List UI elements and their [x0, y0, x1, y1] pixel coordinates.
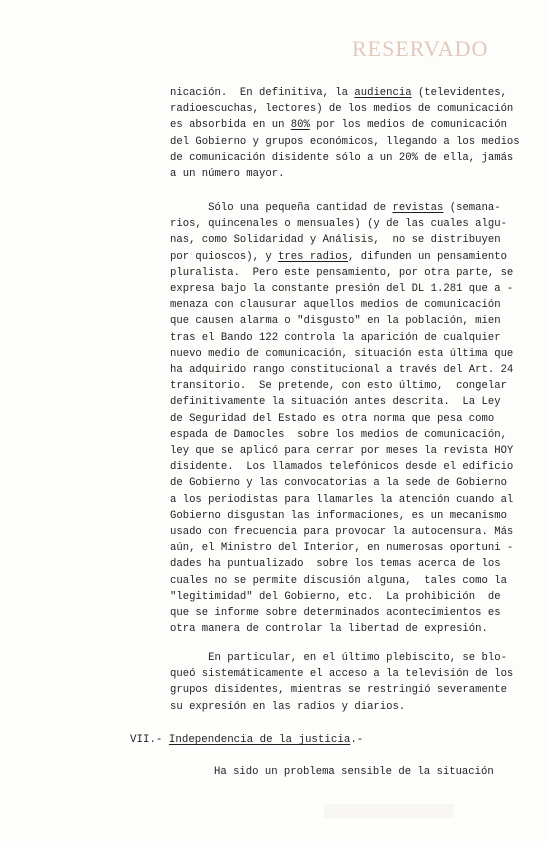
text-run: ha adquirido rango constitucional a través del Art. 24: [170, 364, 514, 377]
text-line: [170, 475, 506, 491]
closing-line: Ha sido un problema sensible de la situación: [214, 766, 494, 778]
text-run: dades ha puntualizado sobre los temas acerca de los: [170, 558, 501, 571]
section-title: Independencia de la justicia: [168, 734, 351, 746]
section-number: VII.-: [130, 734, 169, 746]
text-line: [170, 249, 506, 265]
text-line: [170, 666, 514, 682]
section-suffix: .-: [350, 734, 364, 746]
text-run: Gobierno disgustan las informaciones, es un mecanismo: [170, 509, 507, 522]
text-line: [170, 556, 506, 572]
text-run: nicación. En definitiva, la: [170, 87, 355, 99]
text-line: [170, 166, 506, 182]
text-run: disidente. Los llamados telefónicos desde el edificio: [170, 461, 514, 474]
text-line: [170, 524, 514, 540]
text-line: [170, 508, 506, 524]
text-run: radioescuchas, lectores) de los medios de comunicación: [170, 103, 514, 116]
paragraph-1: [170, 85, 520, 182]
text-run: cuales no se permite discusión alguna, tales como la: [170, 574, 507, 587]
text-line: [170, 699, 506, 715]
text-line: [170, 589, 506, 605]
text-line: [170, 265, 514, 281]
text-line: [170, 150, 514, 166]
text-line: [170, 492, 514, 508]
text-line: [170, 117, 506, 133]
text-run: ley que se aplicó para cerrar por meses la revista HOY: [170, 445, 514, 458]
text-run: espada de Damocles sobre los medios de comunicación,: [170, 428, 507, 441]
text-line: [170, 346, 514, 362]
text-line: [170, 216, 506, 232]
text-run: de comunicación disidente sólo a un 20% de ella, jamás: [170, 151, 514, 164]
text-run: del Gobierno y grupos económicos, llegando a los medios: [170, 135, 520, 148]
text-run: Sólo una pequeña cantidad de: [170, 202, 393, 214]
text-line: [170, 362, 514, 378]
text-run: pluralista. Pero este pensamiento, por otra parte, se: [170, 266, 514, 279]
text-line: [170, 411, 506, 427]
text-run: (semana-: [443, 202, 501, 214]
underlined-text: 80%: [290, 119, 310, 132]
text-run: su expresión en las radios y diarios.: [170, 700, 406, 713]
text-run: de Gobierno y las convocatorias a la sede de Gobierno: [170, 477, 507, 490]
text-run: es absorbida en un: [170, 119, 291, 132]
text-run: de Seguridad del Estado es otra norma que pesa como: [170, 412, 495, 425]
text-line: [170, 101, 514, 117]
text-line: [170, 459, 514, 475]
text-run: aún, el Ministro del Interior, en numerosas oportuni -: [170, 542, 514, 555]
text-line: [170, 682, 506, 698]
text-run: que causen alarma o "disgusto" en la población, mien: [170, 315, 501, 328]
text-run: a un número mayor.: [170, 168, 285, 181]
text-line: [170, 378, 506, 394]
text-run: En particular, en el último plebiscito, se blo-: [170, 652, 507, 664]
faded-stamp-mark: [324, 804, 454, 818]
text-run: definitivamente la situación antes descrita. La Ley: [170, 396, 501, 409]
text-line: [170, 313, 506, 329]
text-line: [170, 85, 506, 101]
text-run: grupos disidentes, mientras se restringió severamente: [170, 684, 507, 697]
text-line: [170, 443, 514, 459]
text-line: [170, 427, 506, 443]
text-line: [170, 394, 506, 410]
paragraph-2: [170, 200, 514, 637]
text-run: por quioscos), y: [170, 250, 279, 263]
text-run: queó sistemáticamente el acceso a la televisión de los: [170, 668, 514, 681]
text-line: [170, 281, 514, 297]
paragraph-3: [170, 650, 514, 715]
text-run: expresa bajo la constante presión del DL 1.281 que a -: [170, 283, 514, 296]
text-run: transitorio. Se pretende, con esto último, congelar: [170, 380, 507, 393]
text-line: [170, 573, 506, 589]
text-run: "legitimidad" del Gobierno, etc. La prohibición de: [170, 590, 501, 603]
text-run: usado con frecuencia para provocar la autocensura. Más: [170, 526, 514, 539]
text-line: [170, 200, 506, 216]
text-line: [170, 232, 506, 248]
text-run: nas, como Solidaridad y Análisis, no se distribuyen: [170, 234, 501, 247]
text-run: menaza con clausurar aquellos medios de comunicación: [170, 299, 501, 312]
underlined-text: audiencia: [354, 87, 412, 99]
text-run: por los medios de comunicación: [309, 119, 507, 132]
text-run: , difunden un pensamiento: [348, 250, 507, 263]
text-run: nuevo medio de comunicación, situación esta última que: [170, 347, 514, 360]
text-run: que se informe sobre determinados acontecimientos es: [170, 607, 501, 620]
text-line: [170, 605, 506, 621]
text-line: [170, 297, 506, 313]
text-line: [170, 330, 506, 346]
text-run: rios, quincenales o mensuales) (y de las cuales algu-: [170, 218, 507, 231]
text-line: [170, 621, 506, 637]
text-line: [170, 134, 520, 150]
text-run: (televidentes,: [411, 87, 507, 99]
text-run: tras el Bando 122 controla la aparición de cualquier: [170, 331, 501, 344]
reservado-stamp: RESERVADO: [352, 36, 489, 61]
text-run: otra manera de controlar la libertad de expresión.: [170, 623, 488, 636]
text-line: [170, 540, 514, 556]
text-run: a los periodistas para llamarles la atención cuando al: [170, 493, 514, 506]
underlined-text: revistas: [392, 202, 444, 214]
underlined-text: tres radios: [278, 250, 349, 263]
section-heading: [130, 732, 363, 748]
text-line: [170, 650, 506, 666]
